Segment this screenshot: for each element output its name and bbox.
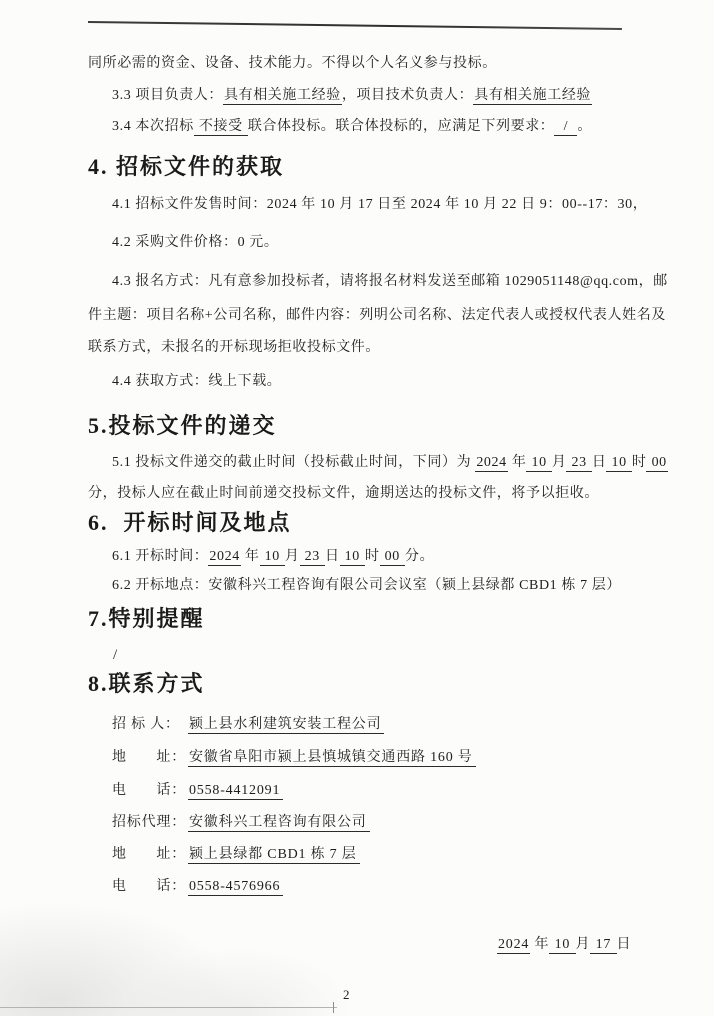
- contact-row-agent: [112, 811, 370, 831]
- agent-name: 安徽科兴工程咨询有限公司: [188, 815, 370, 832]
- intro-continuation-text: [88, 56, 497, 73]
- opening-month: 10: [260, 549, 284, 564]
- clause-5-1-line1: 5.1 投标文件递交的截止时间（投标截止时间，下同）为 2024 年 10 月 23 日 10 时 00: [112, 455, 667, 470]
- contact-label: 电 话：: [112, 879, 186, 894]
- scan-artifact-bottom-tick: [333, 1002, 334, 1013]
- contact-row-agent-phone: [112, 875, 283, 895]
- agent-address: 颍上县绿都 CBD1 栋 7 层: [188, 847, 360, 864]
- intro-text: 同所必需的资金、设备、技术能力。不得以个人名义参与投标。: [88, 56, 497, 71]
- contact-row-agent-address: [112, 843, 360, 863]
- section-7-content: /: [113, 647, 118, 663]
- contact-label: 电 话：: [112, 783, 186, 798]
- tenderee-name: 颍上县水利建筑安装工程公司: [188, 717, 384, 734]
- contact-label: 招 标 人：: [112, 717, 180, 732]
- contact-row-tenderee-address: [112, 746, 476, 766]
- section-6-heading: 6. 开标时间及地点: [88, 510, 292, 535]
- contact-row-tenderee-phone: [112, 779, 283, 799]
- section-8-heading: 8.联系方式: [88, 671, 205, 696]
- date-year: 2024: [498, 937, 530, 952]
- deadline-minute: 00: [647, 455, 667, 470]
- section-4-heading: 4. 招标文件的获取: [88, 154, 285, 179]
- document-date: 2024 年 10 月 17 日: [498, 937, 632, 952]
- opening-minute: 00: [380, 549, 404, 564]
- date-day: 17: [591, 937, 616, 952]
- clause-4-3-line1: 4.3 报名方式：凡有意参加投标者，请将报名材料发送至邮箱 1029051148@qq.com，邮: [112, 274, 668, 289]
- contact-row-tenderee: [112, 713, 384, 733]
- opening-hour: 10: [340, 549, 364, 564]
- deadline-month: 10: [527, 455, 551, 470]
- tenderee-address: 安徽省阜阳市颍上县慎城镇交通西路 160 号: [188, 750, 476, 767]
- deadline-day: 23: [567, 455, 591, 470]
- deadline-year: 2024: [476, 455, 507, 470]
- opening-year: 2024: [209, 549, 240, 564]
- agent-phone: 0558-4576966: [188, 879, 283, 896]
- clause-4-2: 4.2 采购文件价格：0 元。: [112, 235, 279, 250]
- section-7-heading: 7.特别提醒: [88, 606, 205, 631]
- page-number: 2: [343, 987, 350, 1002]
- clause-4-3-line3: 联系方式，未报名的开标现场拒收投标文件。: [88, 340, 380, 355]
- section-5-heading: 5.投标文件的递交: [88, 413, 277, 438]
- contact-label: 地 址：: [112, 847, 186, 862]
- clause-5-1-line2: 分，投标人应在截止时间前递交投标文件，逾期送达的投标文件，将予以拒收。: [88, 486, 599, 501]
- clause-6-2: 6.2 开标地点：安徽科兴工程咨询有限公司会议室（颍上县绿都 CBD1 栋 7 层）: [112, 578, 621, 593]
- scan-artifact-top-line: [88, 21, 622, 30]
- underlined-value: 不接受: [194, 119, 247, 134]
- clause-4-3-line2: 件主题：项目名称+公司名称，邮件内容：列明公司名称、法定代表人或授权代表人姓名及: [88, 308, 666, 323]
- opening-day: 23: [300, 549, 324, 564]
- date-month: 10: [550, 937, 575, 952]
- contact-label: 招标代理：: [112, 815, 186, 830]
- underlined-value: 具有相关施工经验: [474, 88, 592, 103]
- clause-6-1: 6.1 开标时间：2024 年 10 月 23 日 10 时 00 分。: [112, 549, 435, 564]
- underlined-value: 具有相关施工经验: [224, 88, 341, 103]
- clause-4-4: 4.4 获取方式：线上下载。: [112, 374, 282, 389]
- clause-3-3: 3.3 项目负责人：具有相关施工经验，项目技术负责人：具有相关施工经验: [112, 88, 592, 103]
- scan-artifact-bottom-line: [0, 1007, 337, 1008]
- clause-3-4: 3.4 本次招标 不接受 联合体投标。联合体投标的，应满足下列要求： / 。: [112, 119, 592, 134]
- contact-label: 地 址：: [112, 750, 186, 765]
- clause-4-1: 4.1 招标文件发售时间：2024 年 10 月 17 日至 2024 年 10 月 22 日 9：00--17：30，: [112, 197, 648, 212]
- tenderee-phone: 0558-4412091: [188, 783, 283, 800]
- deadline-hour: 10: [607, 455, 631, 470]
- underlined-value: /: [555, 119, 577, 134]
